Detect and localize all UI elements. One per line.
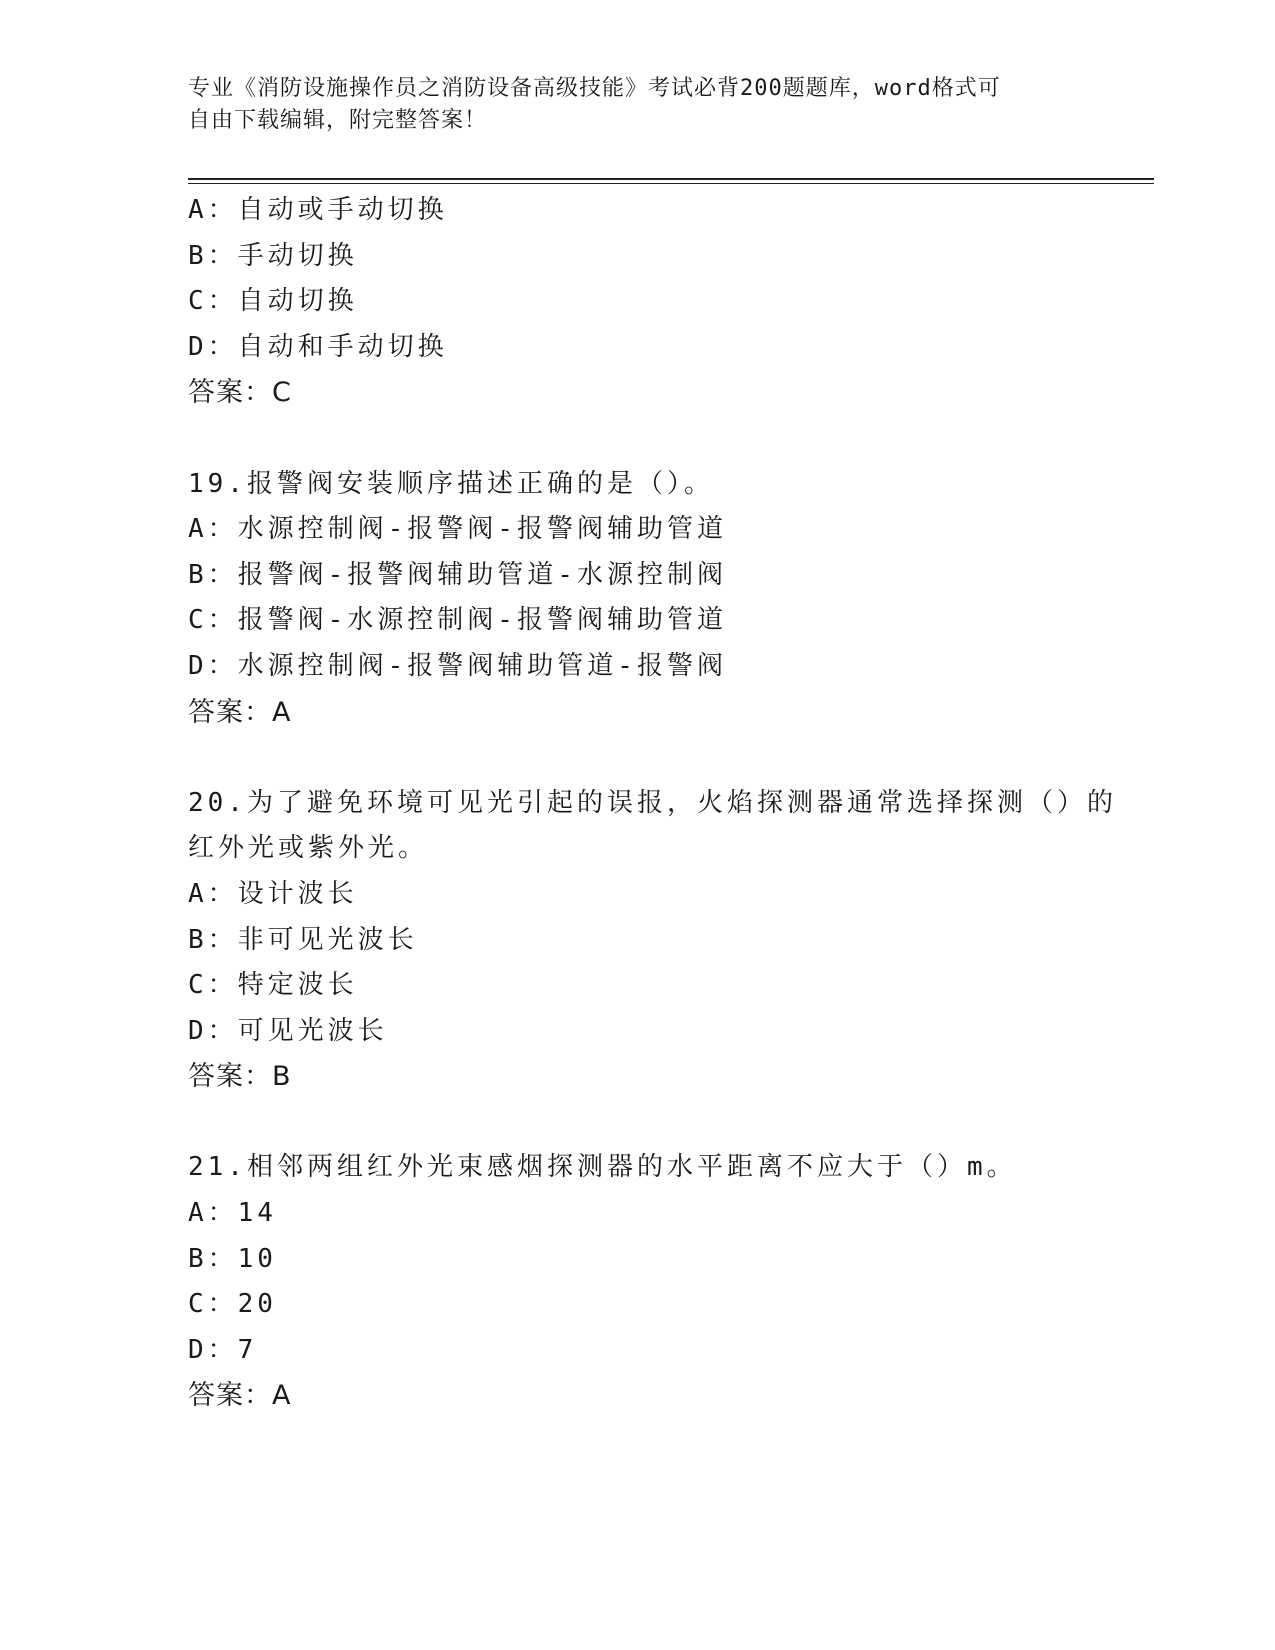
option-b: B：报警阀-报警阀辅助管道-水源控制阀 — [188, 559, 727, 590]
option-d: D：可见光波长 — [188, 1015, 388, 1046]
question-block-18 — [188, 188, 1154, 416]
option-c: C：自动切换 — [188, 286, 358, 317]
question-text: 21.相邻两组红外光束感烟探测器的水平距离不应大于（）m。 — [188, 1152, 1017, 1183]
answer-line: 答案：A — [188, 1380, 292, 1412]
option-c: C：报警阀-水源控制阀-报警阀辅助管道 — [188, 605, 727, 636]
option-d: D：自动和手动切换 — [188, 331, 448, 362]
answer-line: 答案：B — [188, 1061, 292, 1093]
question-block-19 — [188, 462, 1154, 736]
question-text-line-2: 红外光或紫外光。 — [188, 833, 429, 864]
question-block-21 — [188, 1145, 1154, 1419]
header-line-1: 专业《消防设施操作员之消防设备高级技能》考试必背200题题库，word格式可 — [188, 76, 1001, 101]
option-b: B：10 — [188, 1243, 277, 1274]
header-divider — [188, 178, 1154, 184]
header-line-2: 自由下载编辑，附完整答案！ — [188, 108, 488, 133]
question-text-line-1: 20.为了避免环境可见光引起的误报，火焰探测器通常选择探测（）的 — [188, 787, 1117, 818]
option-c: C：20 — [188, 1289, 277, 1320]
option-a: A：水源控制阀-报警阀-报警阀辅助管道 — [188, 514, 727, 545]
option-a: A：自动或手动切换 — [188, 195, 448, 225]
question-block-20 — [188, 781, 1154, 1100]
option-d: D：水源控制阀-报警阀辅助管道-报警阀 — [188, 650, 727, 681]
option-b: B：手动切换 — [188, 240, 358, 271]
option-b: B：非可见光波长 — [188, 924, 418, 955]
option-c: C：特定波长 — [188, 970, 358, 1001]
option-d: D：7 — [188, 1334, 258, 1365]
question-text: 19.报警阀安装顺序描述正确的是（）。 — [188, 468, 714, 499]
option-a: A：设计波长 — [188, 878, 358, 909]
option-a: A：14 — [188, 1198, 277, 1229]
document-header — [188, 73, 1088, 137]
answer-line: 答案：C — [188, 377, 292, 409]
answer-line: 答案：A — [188, 696, 292, 728]
question-content — [188, 188, 1154, 1419]
